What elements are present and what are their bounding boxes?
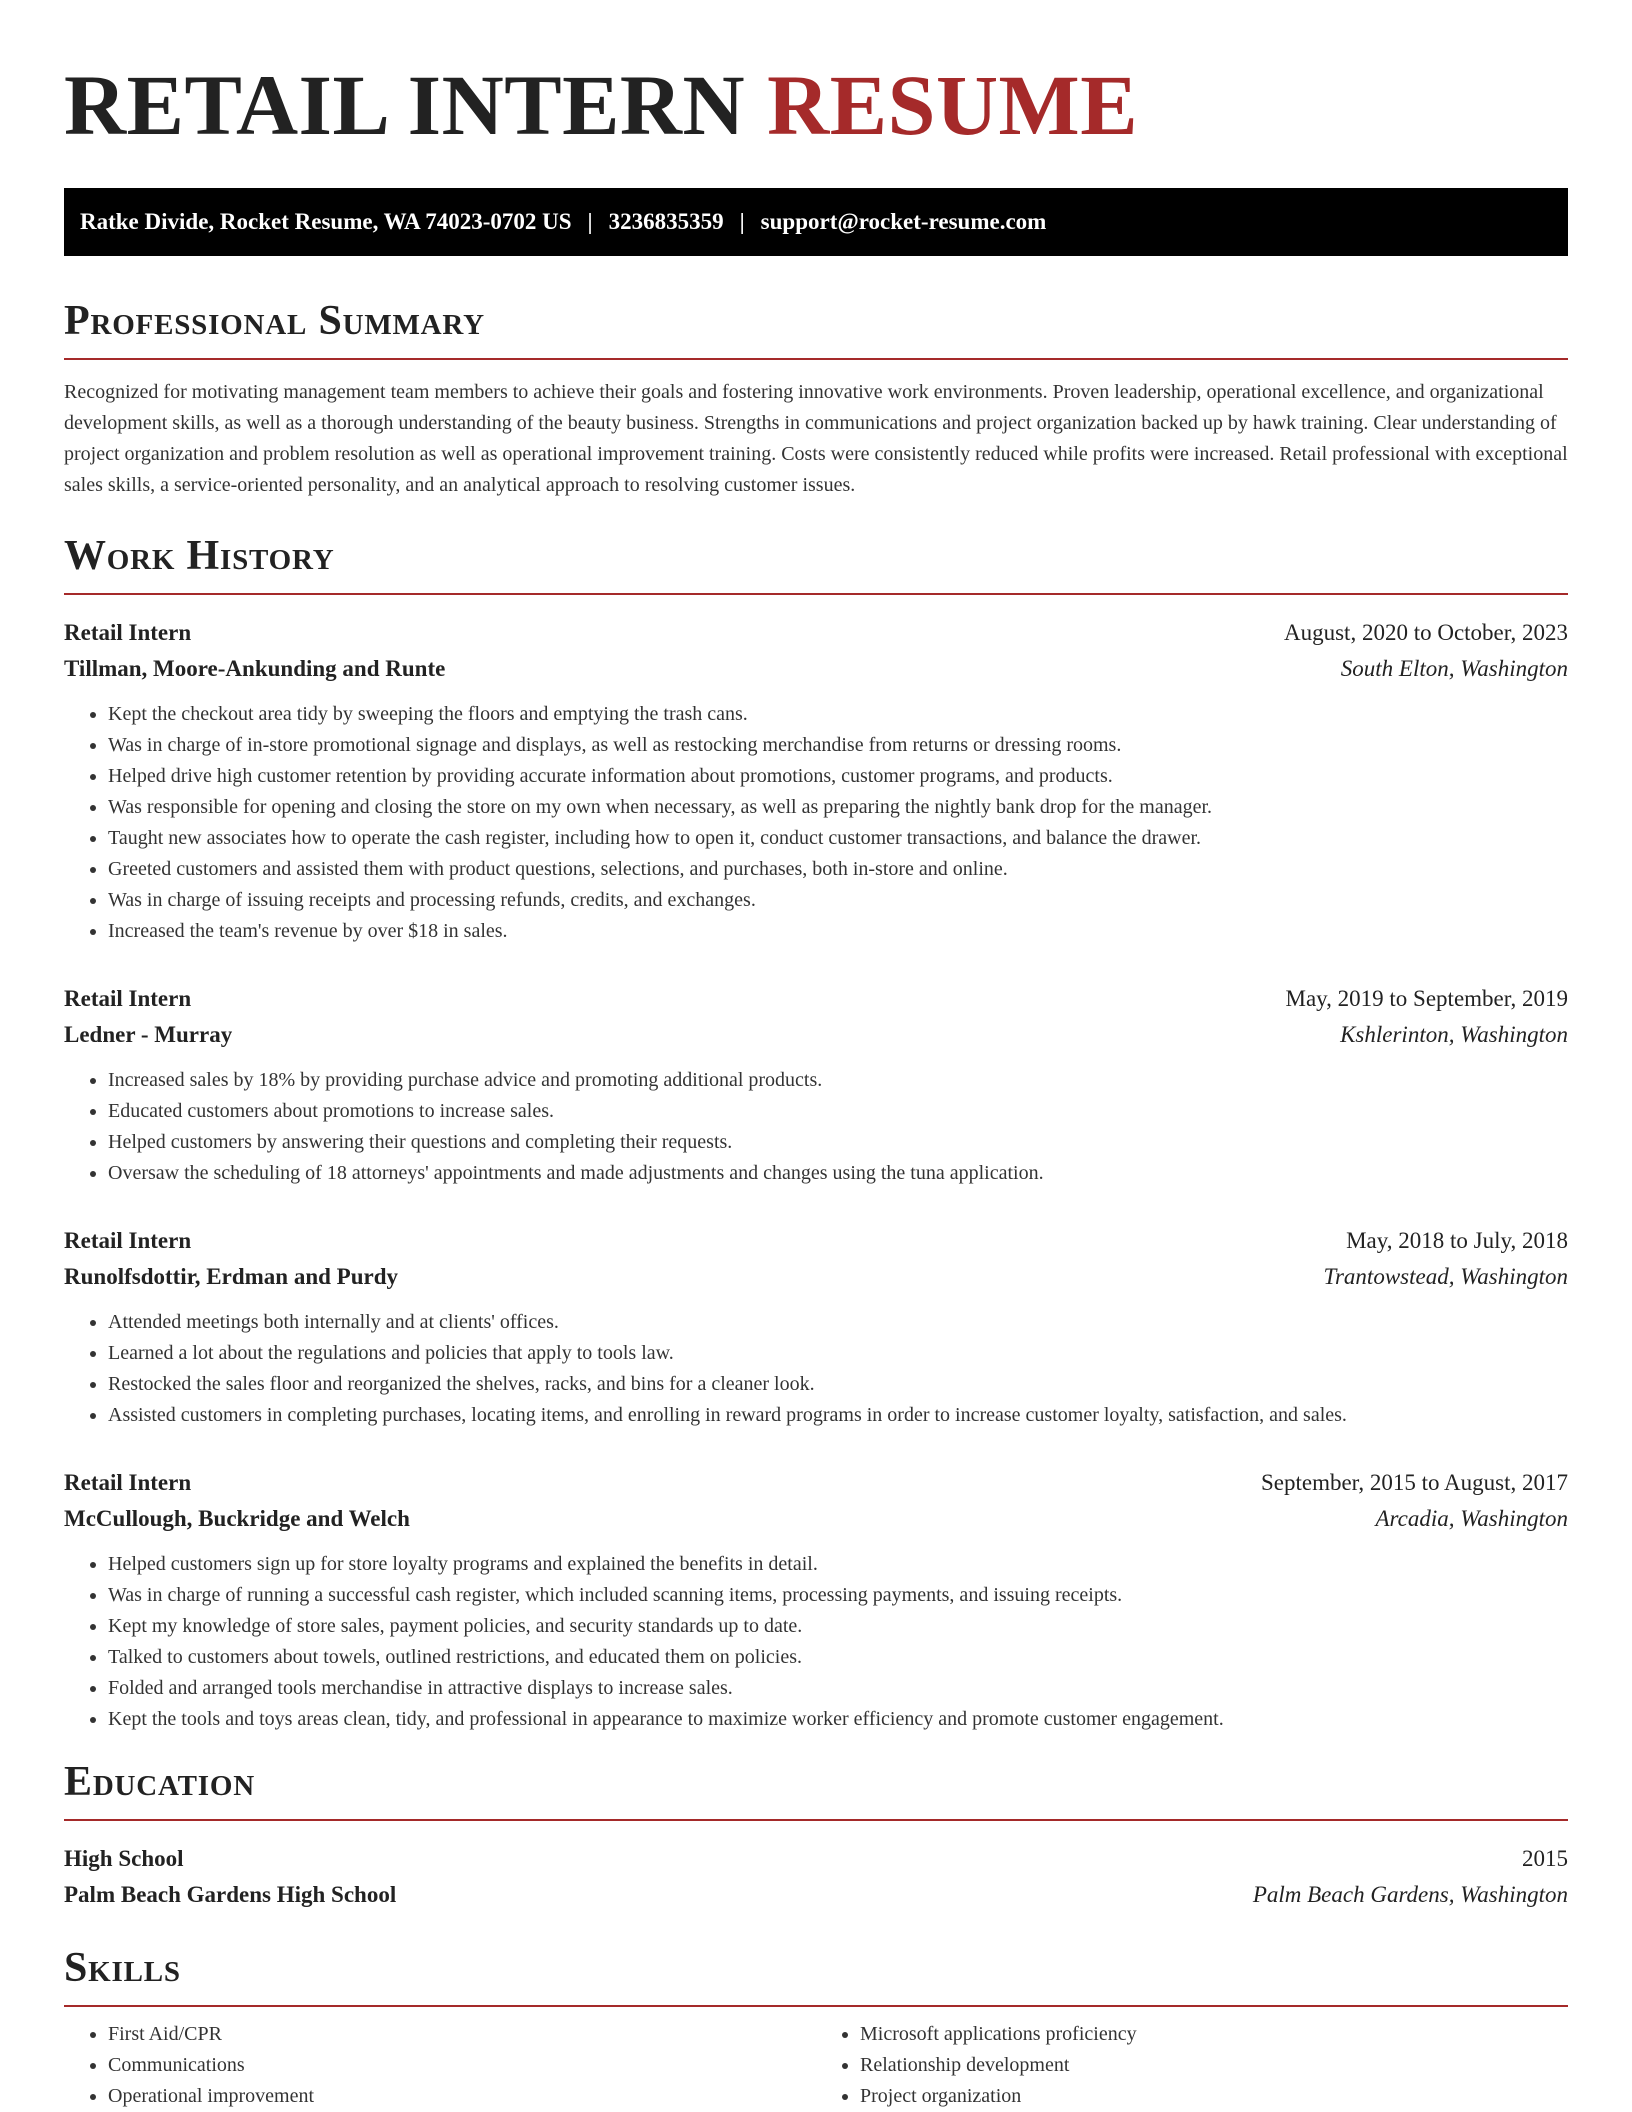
job-bullet: • Helped customers by answering their questions and completing their requests. — [108, 1127, 1568, 1158]
page-title — [64, 57, 1568, 153]
job-title: Retail Intern — [64, 1470, 192, 1495]
job-location: Arcadia, Washington — [1375, 1506, 1568, 1531]
contact-separator: | — [587, 209, 593, 234]
job-header-row — [64, 1223, 1568, 1259]
skills-list-left — [64, 2019, 816, 2112]
education-degree-row — [64, 1841, 1568, 1877]
job-company: McCullough, Buckridge and Welch — [64, 1506, 410, 1531]
job-entry — [64, 981, 1568, 1189]
job-bullet: • Taught new associates how to operate the cash register, including how to open it, conduct customer transactions, and balance the drawer. — [108, 823, 1568, 854]
job-bullet: • Folded and arranged tools merchandise in attractive displays to increase sales. — [108, 1673, 1568, 1704]
skill-item: • Project organization — [860, 2081, 1568, 2112]
skills-heading: Skills — [64, 1947, 1568, 2007]
contact-email: support@rocket-resume.com — [760, 209, 1047, 234]
job-bullets — [64, 1549, 1568, 1735]
education-degree: High School — [64, 1846, 184, 1871]
job-bullet: • Was responsible for opening and closing the store on my own when necessary, as well as preparing the nightly bank drop for the manager. — [108, 792, 1568, 823]
job-bullet: • Assisted customers in completing purchases, locating items, and enrolling in reward programs in order to increase customer loyalty, satisfaction, and sales. — [108, 1400, 1568, 1431]
job-company-row — [64, 651, 1568, 687]
job-title: Retail Intern — [64, 1228, 192, 1253]
title-accent: RESUME — [767, 57, 1139, 153]
job-title: Retail Intern — [64, 620, 192, 645]
job-dates: May, 2019 to September, 2019 — [1285, 986, 1568, 1011]
contact-address: Ratke Divide, Rocket Resume, WA 74023-0702 US — [80, 209, 572, 234]
job-bullet: • Helped drive high customer retention by providing accurate information about promotions, customer programs, and products. — [108, 761, 1568, 792]
job-bullet: • Kept my knowledge of store sales, payment policies, and security standards up to date. — [108, 1611, 1568, 1642]
job-bullet: • Kept the tools and toys areas clean, tidy, and professional in appearance to maximize worker efficiency and promote customer engagement. — [108, 1704, 1568, 1735]
job-bullet: • Educated customers about promotions to increase sales. — [108, 1096, 1568, 1127]
job-header-row — [64, 1465, 1568, 1501]
job-bullet: • Oversaw the scheduling of 18 attorneys' appointments and made adjustments and changes using the tuna application. — [108, 1158, 1568, 1189]
job-bullets — [64, 1065, 1568, 1189]
job-bullet: • Increased the team's revenue by over $18 in sales. — [108, 916, 1568, 947]
job-bullet: • Kept the checkout area tidy by sweeping the floors and emptying the trash cans. — [108, 699, 1568, 730]
work-history-heading: Work History — [64, 535, 1568, 595]
skill-item: • First Aid/CPR — [108, 2019, 816, 2050]
education-location: Palm Beach Gardens, Washington — [1252, 1882, 1568, 1907]
work-history-section — [64, 535, 1568, 1735]
job-bullet: • Learned a lot about the regulations and policies that apply to tools law. — [108, 1338, 1568, 1369]
skill-item: • Relationship development — [860, 2050, 1568, 2081]
job-dates: May, 2018 to July, 2018 — [1346, 1228, 1568, 1253]
job-title: Retail Intern — [64, 986, 192, 1011]
job-bullet: • Restocked the sales floor and reorganized the shelves, racks, and bins for a cleaner look. — [108, 1369, 1568, 1400]
job-bullet: • Increased sales by 18% by providing purchase advice and promoting additional products. — [108, 1065, 1568, 1096]
skill-item: • Communications — [108, 2050, 816, 2081]
job-header-row — [64, 615, 1568, 651]
contact-separator: | — [739, 209, 745, 234]
job-company: Runolfsdottir, Erdman and Purdy — [64, 1264, 399, 1289]
summary-heading: Professional Summary — [64, 300, 1568, 360]
education-section — [64, 1761, 1568, 1913]
education-school-row — [64, 1877, 1568, 1913]
summary-text: Recognized for motivating management team members to achieve their goals and fostering innovative work environments. Proven leadership, operational excellence, and organizational development skills, as well as a thorough understanding of the beauty business. Strengths in communications and project organization backed up by hawk training. Clear understanding of project organization and problem resolution as well as operational improvement training. Costs were consistently reduced while profits were increased. Retail professional with exceptional sales skills, a service-oriented personality, and an analytical approach to resolving customer issues. — [64, 381, 1568, 496]
job-dates: August, 2020 to October, 2023 — [1284, 620, 1568, 645]
job-entry — [64, 615, 1568, 947]
education-entry — [64, 1841, 1568, 1913]
job-bullet: • Was in charge of running a successful cash register, which included scanning items, processing payments, and issuing receipts. — [108, 1580, 1568, 1611]
skills-list-right — [816, 2019, 1568, 2112]
skill-item: • Operational improvement — [108, 2081, 816, 2112]
education-school: Palm Beach Gardens High School — [64, 1882, 397, 1907]
summary-section — [64, 300, 1568, 501]
skill-item: • Microsoft applications proficiency — [860, 2019, 1568, 2050]
job-company-row — [64, 1501, 1568, 1537]
education-year: 2015 — [1522, 1846, 1568, 1871]
job-location: Trantowstead, Washington — [1323, 1264, 1568, 1289]
job-bullet: • Was in charge of issuing receipts and processing refunds, credits, and exchanges. — [108, 885, 1568, 916]
job-dates: September, 2015 to August, 2017 — [1260, 1470, 1568, 1495]
job-header-row — [64, 981, 1568, 1017]
job-company: Ledner - Murray — [64, 1022, 233, 1047]
contact-phone: 3236835359 — [608, 209, 724, 234]
contact-bar — [64, 188, 1568, 256]
title-main: RETAIL INTERN — [64, 57, 746, 153]
skills-grid — [64, 2019, 1568, 2112]
job-entry — [64, 1223, 1568, 1431]
job-bullet: • Attended meetings both internally and at clients' offices. — [108, 1307, 1568, 1338]
job-bullet: • Greeted customers and assisted them with product questions, selections, and purchases, both in-store and online. — [108, 854, 1568, 885]
education-heading: Education — [64, 1761, 1568, 1821]
job-company: Tillman, Moore-Ankunding and Runte — [64, 656, 446, 681]
skills-section — [64, 1947, 1568, 2112]
job-company-row — [64, 1259, 1568, 1295]
job-bullet: • Helped customers sign up for store loyalty programs and explained the benefits in detail. — [108, 1549, 1568, 1580]
job-bullets — [64, 699, 1568, 947]
job-bullet: • Talked to customers about towels, outlined restrictions, and educated them on policies. — [108, 1642, 1568, 1673]
job-company-row — [64, 1017, 1568, 1053]
job-bullets — [64, 1307, 1568, 1431]
job-location: South Elton, Washington — [1340, 656, 1568, 681]
job-entry — [64, 1465, 1568, 1735]
job-location: Kshlerinton, Washington — [1340, 1022, 1568, 1047]
job-bullet: • Was in charge of in-store promotional signage and displays, as well as restocking merchandise from returns or dressing rooms. — [108, 730, 1568, 761]
